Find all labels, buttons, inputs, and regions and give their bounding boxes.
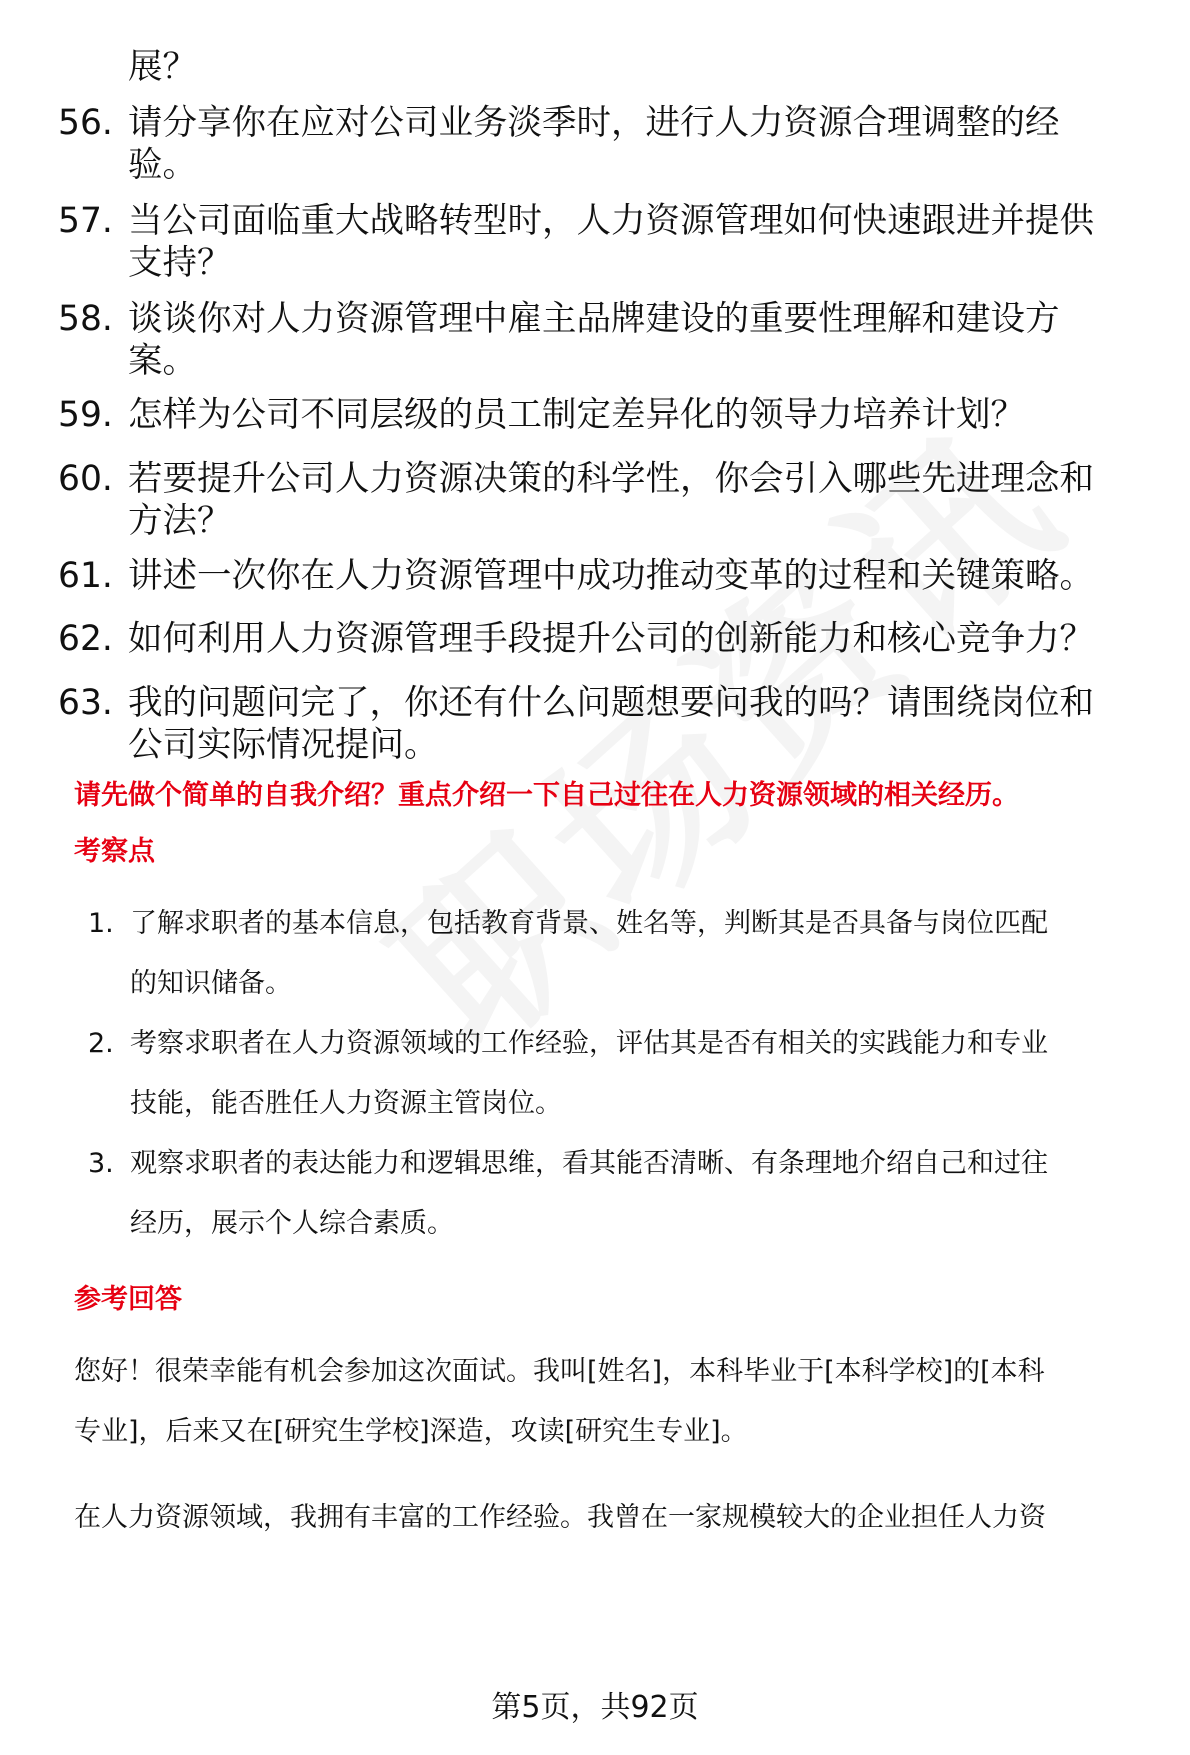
list-item-number: 2. — [88, 1028, 114, 1059]
question-number: 60. — [58, 459, 113, 499]
question-number: 63. — [58, 683, 113, 723]
question-line: 如何利用人力资源管理手段提升公司的创新能力和核心竞争力？ — [128, 619, 1094, 659]
continuation-text: 展？ — [128, 47, 197, 87]
answer-line: 您好！很荣幸能有机会参加这次面试。我叫[姓名]，本科毕业于[本科学校]的[本科 — [74, 1356, 1045, 1387]
question-line: 方法？ — [128, 501, 232, 541]
list-item-line: 技能，能否胜任人力资源主管岗位。 — [130, 1088, 562, 1119]
question-line: 公司实际情况提问。 — [128, 725, 439, 765]
question-line: 我的问题问完了，你还有什么问题想要问我的吗？请围绕岗位和 — [128, 683, 1094, 723]
question-line: 当公司面临重大战略转型时，人力资源管理如何快速跟进并提供 — [128, 201, 1094, 241]
question-number: 58. — [58, 299, 113, 339]
question-line: 若要提升公司人力资源决策的科学性，你会引入哪些先进理念和 — [128, 459, 1094, 499]
watermark — [330, 424, 1051, 1115]
question-number: 62. — [58, 619, 113, 659]
examine-heading: 考察点 — [74, 836, 155, 867]
main-question-heading: 请先做个简单的自我介绍？重点介绍一下自己过往在人力资源领域的相关经历。 — [74, 780, 1019, 811]
answer-line: 专业]，后来又在[研究生学校]深造，攻读[研究生专业]。 — [74, 1416, 748, 1447]
question-number: 57. — [58, 201, 113, 241]
question-number: 59. — [58, 395, 113, 435]
answer-heading: 参考回答 — [74, 1284, 182, 1315]
list-item-line: 的知识储备。 — [130, 968, 292, 999]
list-item-line: 观察求职者的表达能力和逻辑思维，看其能否清晰、有条理地介绍自己和过往 — [130, 1148, 1048, 1179]
question-number: 61. — [58, 556, 113, 596]
question-line: 请分享你在应对公司业务淡季时，进行人力资源合理调整的经 — [128, 103, 1060, 143]
question-line: 验。 — [128, 145, 197, 185]
list-item-line: 考察求职者在人力资源领域的工作经验，评估其是否有相关的实践能力和专业 — [130, 1028, 1048, 1059]
question-line: 怎样为公司不同层级的员工制定差异化的领导力培养计划？ — [128, 395, 1025, 435]
question-line: 案。 — [128, 341, 197, 381]
list-item-number: 3. — [88, 1148, 114, 1179]
page-footer: 第5页，共92页 — [491, 1690, 699, 1725]
question-number: 56. — [58, 103, 113, 143]
list-item-line: 了解求职者的基本信息，包括教育背景、姓名等，判断其是否具备与岗位匹配 — [130, 908, 1048, 939]
answer-line: 在人力资源领域，我拥有丰富的工作经验。我曾在一家规模较大的企业担任人力资 — [74, 1502, 1046, 1533]
list-item-line: 经历，展示个人综合素质。 — [130, 1208, 454, 1239]
question-line: 支持？ — [128, 243, 232, 283]
question-line: 讲述一次你在人力资源管理中成功推动变革的过程和关键策略。 — [128, 556, 1094, 596]
list-item-number: 1. — [88, 908, 114, 939]
question-line: 谈谈你对人力资源管理中雇主品牌建设的重要性理解和建设方 — [128, 299, 1060, 339]
